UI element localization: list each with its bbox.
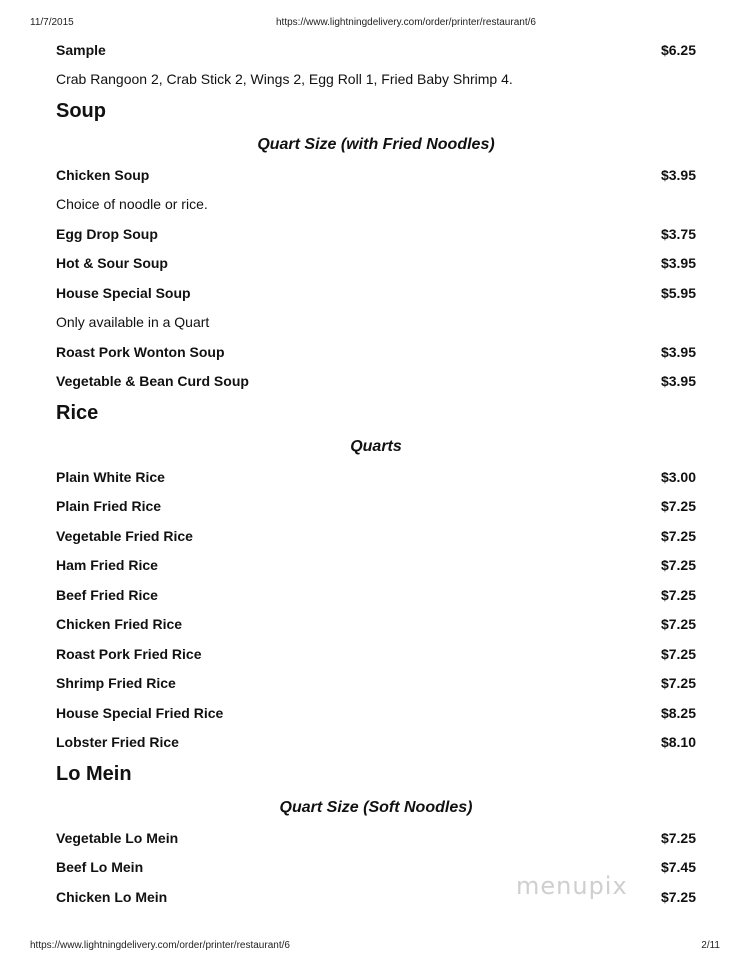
category-subheading: Quart Size (Soft Noodles) [279,798,473,816]
menu-item-price: $7.25 [660,586,696,603]
menu-item-name: Chicken Soup [56,166,150,183]
menu-item [56,728,696,758]
page-number: 2/11 [701,940,720,951]
menu-list [56,35,696,912]
menu-item-name: Plain Fried Rice [56,498,162,515]
menu-item-price: $7.25 [660,829,696,846]
menu-item [56,35,696,65]
menupix-watermark: menupix [516,872,628,900]
menu-item [56,160,696,190]
menu-item-name: Chicken Lo Mein [56,888,168,905]
menu-item [56,219,696,249]
menu-item-price: $3.95 [660,373,696,390]
menu-item [56,610,696,640]
menu-item-name: Ham Fried Rice [56,557,158,574]
menu-item [56,337,696,367]
menu-item [56,698,696,728]
menu-item-description: Choice of noodle or rice. [56,196,208,213]
menu-item-price: $7.25 [660,645,696,662]
menu-item-name: Vegetable Lo Mein [56,829,179,846]
menu-item [56,462,696,492]
menu-item-name: House Special Soup [56,284,191,301]
menu-item-price: $5.95 [660,284,696,301]
menu-item-price: $3.75 [660,225,696,242]
menu-item [56,580,696,610]
category-subheading: Quarts [350,437,402,455]
footer-url: https://www.lightningdelivery.com/order/printer/restaurant/6 [30,940,290,951]
menu-item-name: Vegetable Fried Rice [56,527,193,544]
menu-item-price: $7.25 [660,527,696,544]
menu-item-price: $3.95 [660,343,696,360]
menu-item [56,669,696,699]
category-title: Rice [56,402,99,424]
menu-item-price: $7.25 [660,616,696,633]
menu-item-price: $8.25 [660,704,696,721]
menu-item-name: Roast Pork Wonton Soup [56,343,225,360]
menu-item-price: $3.00 [660,468,696,485]
menu-item-name: Plain White Rice [56,468,165,485]
menu-item-name: Sample [56,41,106,58]
menu-item-name: Beef Lo Mein [56,859,144,876]
menu-item-name: Beef Fried Rice [56,586,158,603]
menu-item-price: $7.25 [660,888,696,905]
menu-item [56,639,696,669]
menu-item [56,521,696,551]
menu-item-name: House Special Fried Rice [56,704,224,721]
menu-item-description: Crab Rangoon 2, Crab Stick 2, Wings 2, Egg Roll 1, Fried Baby Shrimp 4. [56,71,513,88]
menu-item-price: $7.25 [660,557,696,574]
category-title: Soup [56,100,106,122]
menu-item-description: Only available in a Quart [56,314,210,331]
menu-item-price: $7.25 [660,675,696,692]
menu-item [56,492,696,522]
menu-item-price: $7.45 [660,859,696,876]
menu-item-price: $3.95 [660,255,696,272]
menu-item-name: Hot & Sour Soup [56,255,168,272]
menu-item [56,278,696,308]
menu-item-name: Lobster Fried Rice [56,734,179,751]
header-url: https://www.lightningdelivery.com/order/printer/restaurant/6 [276,17,536,28]
menu-item [56,551,696,581]
category-subheading: Quart Size (with Fried Noodles) [257,135,495,153]
menu-item-price: $3.95 [660,166,696,183]
menu-item-price: $6.25 [660,41,696,58]
print-date: 11/7/2015 [30,17,74,28]
menu-item-price: $8.10 [660,734,696,751]
menu-item [56,249,696,279]
menu-item-name: Vegetable & Bean Curd Soup [56,373,249,390]
menu-item [56,367,696,397]
menu-item-name: Chicken Fried Rice [56,616,183,633]
menu-item-price: $7.25 [660,498,696,515]
menu-item [56,823,696,853]
category-title: Lo Mein [56,763,132,785]
menu-item-name: Shrimp Fried Rice [56,675,176,692]
menu-item-name: Egg Drop Soup [56,225,158,242]
menu-item-name: Roast Pork Fried Rice [56,645,202,662]
